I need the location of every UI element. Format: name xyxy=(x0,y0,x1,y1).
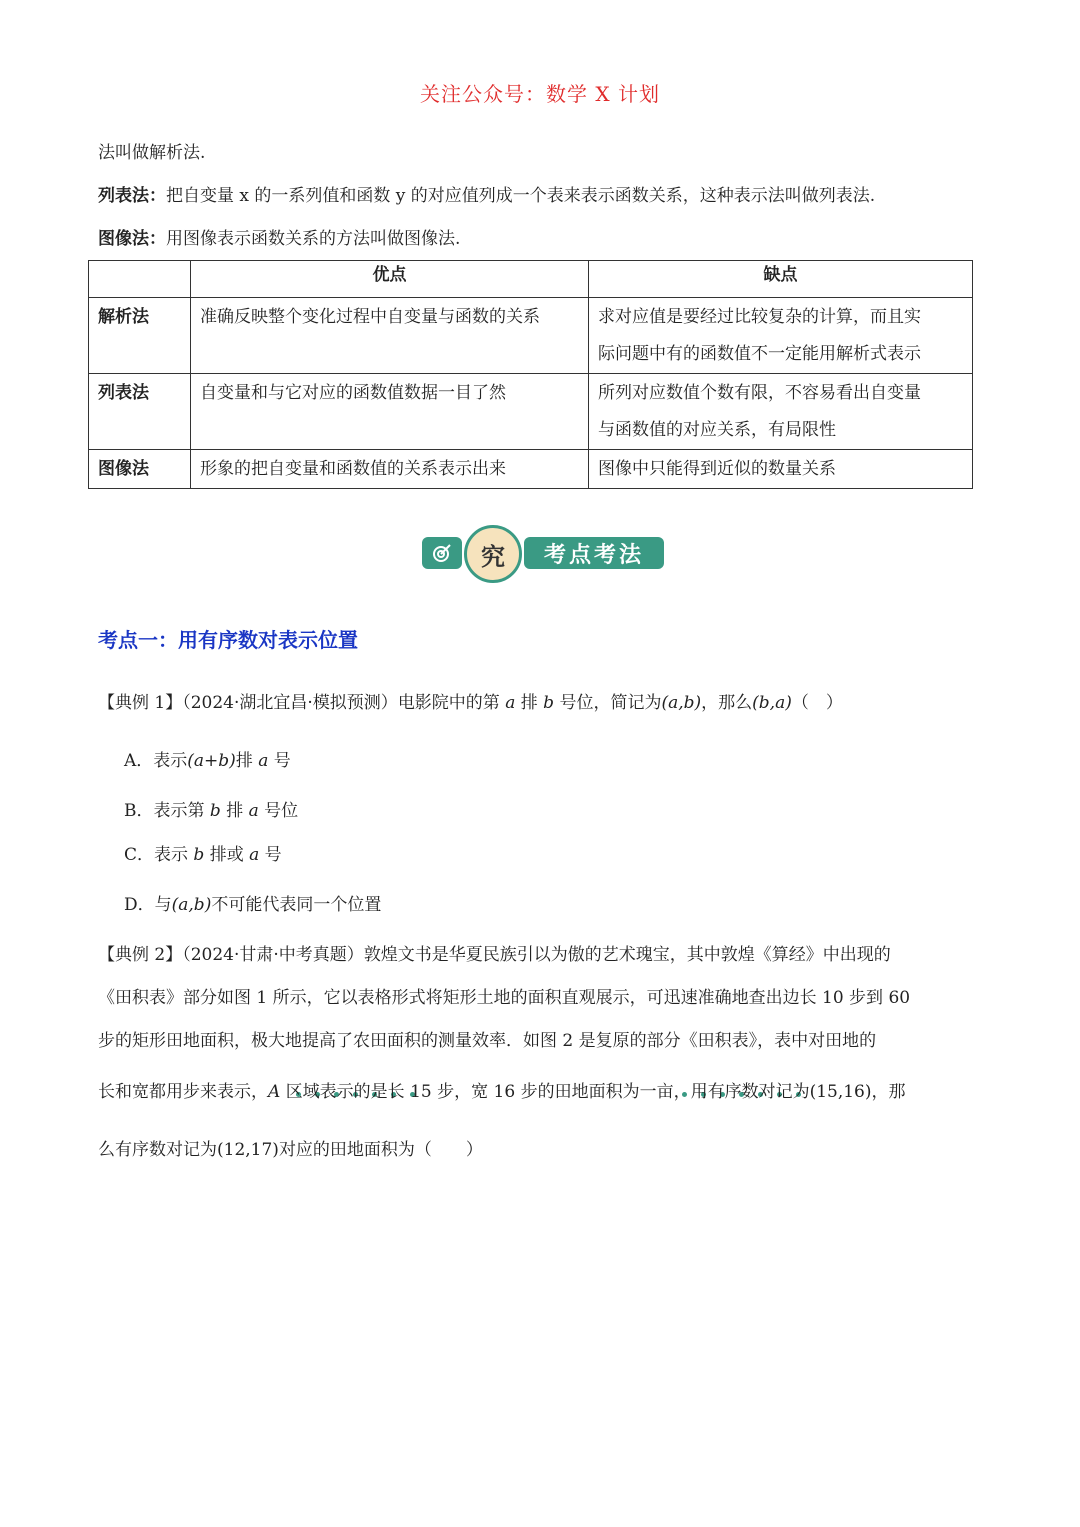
comparison-table xyxy=(88,260,973,489)
option-text: 号 xyxy=(273,751,291,771)
option-d xyxy=(124,891,381,919)
option-letter: D． xyxy=(124,895,155,915)
math-expr: (a,b) xyxy=(171,895,212,915)
pro-cell: 准确反映整个变化过程中自变量与函数的关系 xyxy=(191,298,589,374)
list-method-text: 把自变量 x 的一系列值和函数 y 的对应值列成一个表来表示函数关系，这种表示法叫做列表法. xyxy=(166,186,876,206)
math-var: a xyxy=(505,693,516,713)
math-var: A xyxy=(268,1082,281,1102)
math-var: b xyxy=(209,801,221,821)
option-text: 号位 xyxy=(264,801,299,821)
table-header-cell: 缺点 xyxy=(589,261,973,298)
option-text: 表示 xyxy=(154,845,189,865)
stem-text: 么有序数对记为 xyxy=(98,1140,217,1160)
table-header-row xyxy=(89,261,973,298)
example-source: （2024·湖北宜昌·模拟预测） xyxy=(182,693,398,713)
option-a xyxy=(124,747,291,775)
math-pair: (a,b) xyxy=(661,693,702,713)
table-header-cell: 优点 xyxy=(191,261,589,298)
stem-text: 敦煌文书是华夏民族引以为傲的艺术瑰宝，其中敦煌《算经》中出现的 xyxy=(363,945,891,965)
option-text: 与 xyxy=(154,895,172,915)
math-var: b xyxy=(193,845,205,865)
stem-text: 号位，简记为 xyxy=(559,693,662,713)
option-c xyxy=(124,841,282,869)
intro-line: 法叫做解析法. xyxy=(98,143,206,163)
con-line: 与函数值的对应关系，有局限性 xyxy=(598,420,836,440)
option-text: 排或 xyxy=(209,845,244,865)
option-b xyxy=(124,797,298,825)
example-2-line xyxy=(98,1078,906,1106)
option-text: 表示第 xyxy=(153,801,205,821)
method-cell: 解析法 xyxy=(89,298,191,374)
math-pair: (b,a) xyxy=(752,693,792,713)
math-expr: (a+b) xyxy=(187,751,236,771)
table-header-cell xyxy=(89,261,191,298)
answer-blank: （ ） xyxy=(791,693,843,713)
option-text: 表示 xyxy=(153,751,188,771)
banner-label: 考点考法 xyxy=(543,542,644,568)
stem-text: 长和宽都用步来表示， xyxy=(98,1082,268,1102)
table-row xyxy=(89,450,973,489)
graph-method-paragraph xyxy=(98,226,460,252)
pro-cell: 形象的把自变量和函数值的关系表示出来 xyxy=(191,450,589,489)
graph-method-label: 图像法： xyxy=(98,229,166,249)
page-header: 关注公众号：数学 X 计划 xyxy=(420,82,660,106)
stem-text: 排 xyxy=(520,693,538,713)
math-var: a xyxy=(248,801,259,821)
banner-label-pill xyxy=(524,537,664,569)
banner-center-badge: 究 xyxy=(464,525,522,583)
math-pair: (15,16) xyxy=(809,1082,872,1102)
example-source: （2024·甘肃·中考真题） xyxy=(182,945,364,965)
con-cell xyxy=(589,450,973,489)
list-method-paragraph xyxy=(98,183,875,209)
option-letter: A． xyxy=(124,751,154,771)
option-letter: C． xyxy=(124,845,155,865)
math-var: a xyxy=(249,845,260,865)
con-line: 所列对应数值个数有限，不容易看出自变量 xyxy=(598,383,921,403)
stem-text: 电影院中的第 xyxy=(397,693,500,713)
method-cell: 列表法 xyxy=(89,374,191,450)
con-line: 际问题中有的函数值不一定能用解析式表示 xyxy=(598,344,921,364)
con-cell xyxy=(589,298,973,374)
con-cell xyxy=(589,374,973,450)
example-1-stem xyxy=(98,689,843,717)
example-2-line xyxy=(98,1136,483,1164)
math-pair: (12,17) xyxy=(217,1140,279,1160)
example-2-line xyxy=(98,941,891,969)
list-method-label: 列表法： xyxy=(98,186,166,206)
example-2-line: 《田积表》部分如图 1 所示，它以表格形式将矩形土地的面积直观展示，可迅速准确地查出边长 10 步到 60 xyxy=(98,988,911,1008)
option-text: 号 xyxy=(264,845,282,865)
stem-text: ，那 xyxy=(871,1082,906,1102)
option-text: 排 xyxy=(235,751,253,771)
option-text: 排 xyxy=(226,801,244,821)
section-banner xyxy=(290,525,795,585)
graph-method-text: 用图像表示函数关系的方法叫做图像法. xyxy=(166,229,461,249)
stem-text: ，那么 xyxy=(701,693,753,713)
table-row xyxy=(89,374,973,450)
table-row xyxy=(89,298,973,374)
example-tag: 【典例 2】 xyxy=(98,945,183,965)
example-2-line: 步的矩形田地面积，极大地提高了农田面积的测量效率．如图 2 是复原的部分《田积表》，表中对田地的 xyxy=(98,1031,877,1051)
stem-text: 区域表示的是长 15 步，宽 16 步的田地面积为一亩，用有序数对记为 xyxy=(285,1082,810,1102)
con-line: 求对应值是要经过比较复杂的计算，而且实 xyxy=(598,307,921,327)
math-var: b xyxy=(543,693,555,713)
pro-cell: 自变量和与它对应的函数值数据一目了然 xyxy=(191,374,589,450)
example-tag: 【典例 1】 xyxy=(98,693,183,713)
method-cell: 图像法 xyxy=(89,450,191,489)
section-title: 考点一：用有序数对表示位置 xyxy=(98,628,358,652)
con-line: 图像中只能得到近似的数量关系 xyxy=(598,459,836,479)
math-var: a xyxy=(258,751,269,771)
stem-text: 对应的田地面积为（ ） xyxy=(278,1140,483,1160)
target-icon xyxy=(422,537,462,569)
option-letter: B． xyxy=(124,801,154,821)
option-text: 不可能代表同一个位置 xyxy=(211,895,382,915)
